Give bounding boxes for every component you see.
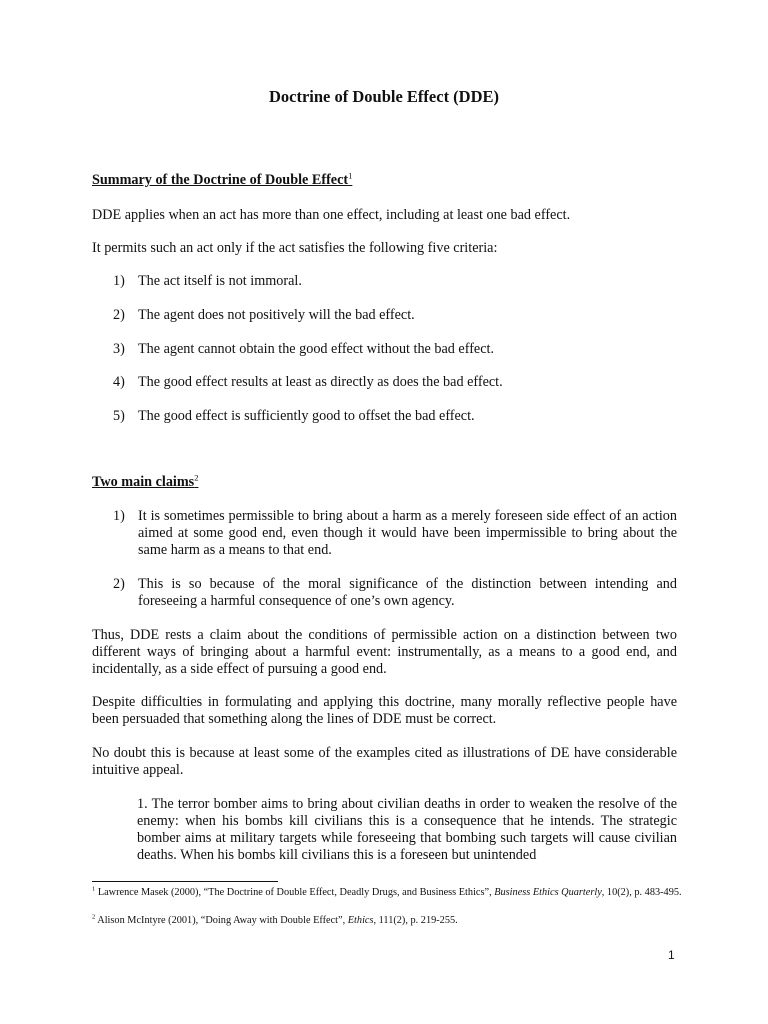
claim-number: 1) <box>113 508 125 524</box>
criteria-number: 5) <box>113 408 125 424</box>
criteria-text: The good effect results at least as directly as does the bad effect. <box>138 374 503 390</box>
criteria-item <box>113 374 677 391</box>
criteria-item <box>113 307 677 324</box>
footnote-separator <box>92 881 278 882</box>
claim-item <box>113 508 677 559</box>
footnote-1-author: Lawrence Masek (2000), “The Doctrine of Double Effect, Deadly Drugs, and Business Ethics”, <box>95 887 495 898</box>
claim-item <box>113 576 677 610</box>
summary-heading <box>92 172 352 189</box>
criteria-text: The act itself is not immoral. <box>138 273 302 289</box>
body-paragraph: Despite difficulties in formulating and applying this doctrine, many morally reflective people have been persuaded that something along the lines of DDE must be correct. <box>92 694 677 727</box>
footnote-2-number: 2 <box>92 913 96 921</box>
criteria-item <box>113 408 677 425</box>
criteria-number: 2) <box>113 307 125 323</box>
footnote-ref-1[interactable]: 1 <box>348 170 353 181</box>
claim-number: 2) <box>113 576 125 592</box>
claims-heading-text: Two main claims <box>92 474 195 490</box>
criteria-text: The good effect is sufficiently good to offset the bad effect. <box>138 408 475 424</box>
footnote-1 <box>92 887 682 899</box>
criteria-number: 4) <box>113 374 125 390</box>
footnote-1-journal: Business Ethics Quarterly <box>494 887 602 898</box>
criteria-text: The agent does not positively will the bad effect. <box>138 307 415 323</box>
footnote-2 <box>92 915 682 927</box>
criteria-item <box>113 341 677 358</box>
page-number: 1 <box>668 948 675 962</box>
footnote-2-author: Alison McIntyre (2001), “Doing Away with Double Effect”, <box>95 915 348 926</box>
footnote-2-details: , 111(2), p. 219-255. <box>373 915 458 926</box>
claim-text: This is so because of the moral significance of the distinction between intending and foreseeing a harmful consequence of one’s own agency. <box>138 576 677 609</box>
footnote-1-number: 1 <box>92 885 96 893</box>
criteria-number: 3) <box>113 341 125 357</box>
claim-text: It is sometimes permissible to bring about a harm as a merely foreseen side effect of an action aimed at some good end, even though it would have been impermissible to bring about the same harm as a means to that end. <box>138 508 677 558</box>
example-paragraph: 1. The terror bomber aims to bring about civilian deaths in order to weaken the resolve of the enemy: when his bombs kill civilians this is a consequence that he intends. The strategic bomber aims at military targets while foreseeing that bombing such targets will cause civilian deaths. When his bombs kill civilians this is a foreseen but unintended <box>137 796 677 863</box>
criteria-item <box>113 273 677 290</box>
summary-intro-2: It permits such an act only if the act satisfies the following five criteria: <box>92 240 498 256</box>
criteria-number: 1) <box>113 273 125 289</box>
body-paragraph: Thus, DDE rests a claim about the conditions of permissible action on a distinction between two different ways of bringing about a harmful event: instrumentally, as a means to a good end, and incidentally, as a side effect of pursuing a good end. <box>92 627 677 677</box>
footnote-1-details: , 10(2), p. 483-495. <box>601 887 682 898</box>
body-paragraph: No doubt this is because at least some of the examples cited as illustrations of DE have considerable intuitive appeal. <box>92 745 677 778</box>
footnote-ref-2[interactable]: 2 <box>194 472 199 483</box>
claims-heading <box>92 474 198 491</box>
footnote-2-journal: Ethics <box>347 915 374 926</box>
summary-heading-text: Summary of the Doctrine of Double Effect <box>92 172 349 188</box>
criteria-text: The agent cannot obtain the good effect without the bad effect. <box>138 341 495 357</box>
summary-intro-1: DDE applies when an act has more than one effect, including at least one bad effect. <box>92 207 571 223</box>
document-title: Doctrine of Double Effect (DDE) <box>268 87 500 106</box>
